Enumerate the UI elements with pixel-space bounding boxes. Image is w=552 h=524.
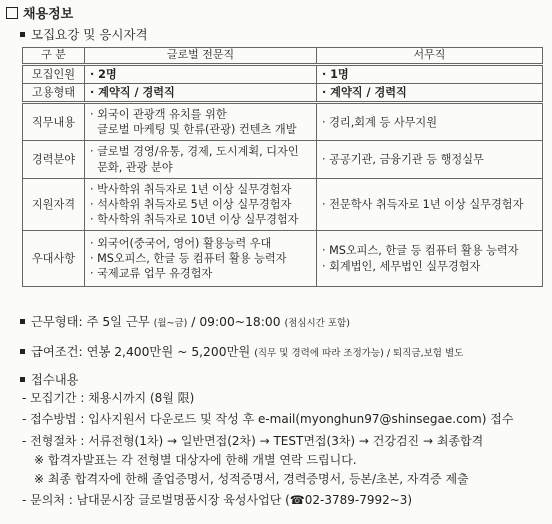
- cell-line: · 경리,회계 등 사무지원: [322, 115, 438, 129]
- cell-global: [85, 179, 317, 231]
- cell-global: [85, 83, 317, 102]
- row-label: 모집인원: [23, 64, 85, 83]
- section-title: 채용정보: [6, 3, 73, 22]
- table-row: [23, 64, 543, 83]
- cell-line: · 계약직 / 경력직: [90, 85, 175, 99]
- cell-line: · 회계법인, 세무법인 실무경험자: [322, 259, 481, 273]
- salary: 급여조건: 연봉 2,400만원 ~ 5,200만원 (직무 및 경력에 따라 조정가능) / 퇴직금,보험 별도: [20, 342, 463, 360]
- table-row: [23, 179, 543, 231]
- cell-line: · 전문학사 취득자로 1년 이상 실무경험자: [322, 198, 524, 211]
- cell-line: · 외국이 관광객 유치를 위한: [90, 107, 227, 121]
- work-type: 근무형태: 주 5일 근무 (월~금) / 09:00~18:00 (점심시간 포함): [20, 312, 350, 330]
- table-row: [23, 231, 543, 287]
- cell-office: [317, 103, 543, 141]
- apply-contact: - 문의처 : 남대문시장 글로벌명품시장 육성사업단 (☎02-3789-7992~3): [22, 493, 413, 507]
- table-row: [23, 141, 543, 179]
- cell-office: [317, 231, 543, 287]
- apply-process: - 전형절차 : 서류전형(1차) → 일반면접(2차) → TEST면접(3차) → 건강검진 → 최종합격: [22, 434, 484, 448]
- cell-line: · 글로벌 경영/유통, 경제, 도시계획, 디자인: [90, 145, 299, 159]
- apply-method: - 접수방법 : 입사지원서 다운로드 및 작성 후 e-mail(myonghun97@shinsegae.com) 접수: [22, 412, 514, 426]
- recruitment-table: [22, 47, 543, 287]
- cell-line: · 외국어(중국어, 영어) 활용능력 우대: [90, 236, 272, 250]
- table-row: [23, 103, 543, 141]
- bullet-square-icon: [20, 32, 25, 37]
- apply-note-1: ※ 합격자발표는 각 전형별 대상자에 한해 개별 연락 드립니다.: [34, 453, 357, 467]
- subsection-title: 모집요강 및 응시자격: [20, 25, 148, 43]
- cell-line: 글로벌 마케팅 및 한류(관광) 컨텐츠 개발: [90, 123, 297, 137]
- table-header-row: [23, 48, 543, 65]
- row-label: 경력분야: [23, 141, 85, 179]
- cell-line: · 학사학위 취득자로 10년 이상 실무경험자: [90, 213, 299, 227]
- bullet-square-icon: [20, 319, 25, 324]
- cell-office: [317, 179, 543, 231]
- cell-office: [317, 141, 543, 179]
- bullet-square-icon: [20, 377, 25, 382]
- header-office: 서무직: [317, 48, 543, 65]
- cell-line: · MS오피스, 한글 등 컴퓨터 활용 능력자: [90, 252, 287, 265]
- row-label: 고용형태: [23, 83, 85, 102]
- cell-office: [317, 64, 543, 83]
- cell-global: [85, 103, 317, 141]
- row-label: 우대사항: [23, 231, 85, 287]
- apply-period: - 모집기간 : 채용시까지 (8월 限): [22, 391, 195, 405]
- header-global: 글로벌 전문직: [85, 48, 317, 65]
- cell-office: [317, 83, 543, 102]
- cell-line: · 공공기관, 금융기관 등 행정실무: [322, 153, 484, 166]
- cell-line: · 석사학위 취득자로 5년 이상 실무경험자: [90, 198, 292, 211]
- cell-line: · 1명: [322, 67, 349, 81]
- table-row: [23, 83, 543, 102]
- cell-global: [85, 64, 317, 83]
- apply-note-2: ※ 최종 합격자에 한해 졸업증명서, 성적증명서, 경력증명서, 등본/초본, 자격증 제출: [34, 472, 469, 486]
- cell-line: 문화, 관광 분야: [90, 160, 173, 174]
- cell-line: · 박사학위 취득자로 1년 이상 실무경험자: [90, 182, 292, 196]
- cell-line: · 국제교류 업무 유경험자: [90, 267, 213, 281]
- cell-global: [85, 231, 317, 287]
- checkbox-square-icon: [6, 7, 18, 19]
- apply-title: 접수내용: [20, 370, 79, 388]
- bullet-square-icon: [20, 349, 25, 354]
- header-category: 구 분: [23, 48, 85, 65]
- cell-line: · 2명: [90, 67, 117, 81]
- cell-line: · MS오피스, 한글 등 컴퓨터 활용 능력자: [322, 244, 519, 258]
- row-label: 지원자격: [23, 179, 85, 231]
- cell-global: [85, 141, 317, 179]
- cell-line: · 계약직 / 경력직: [322, 85, 407, 99]
- row-label: 직무내용: [23, 103, 85, 141]
